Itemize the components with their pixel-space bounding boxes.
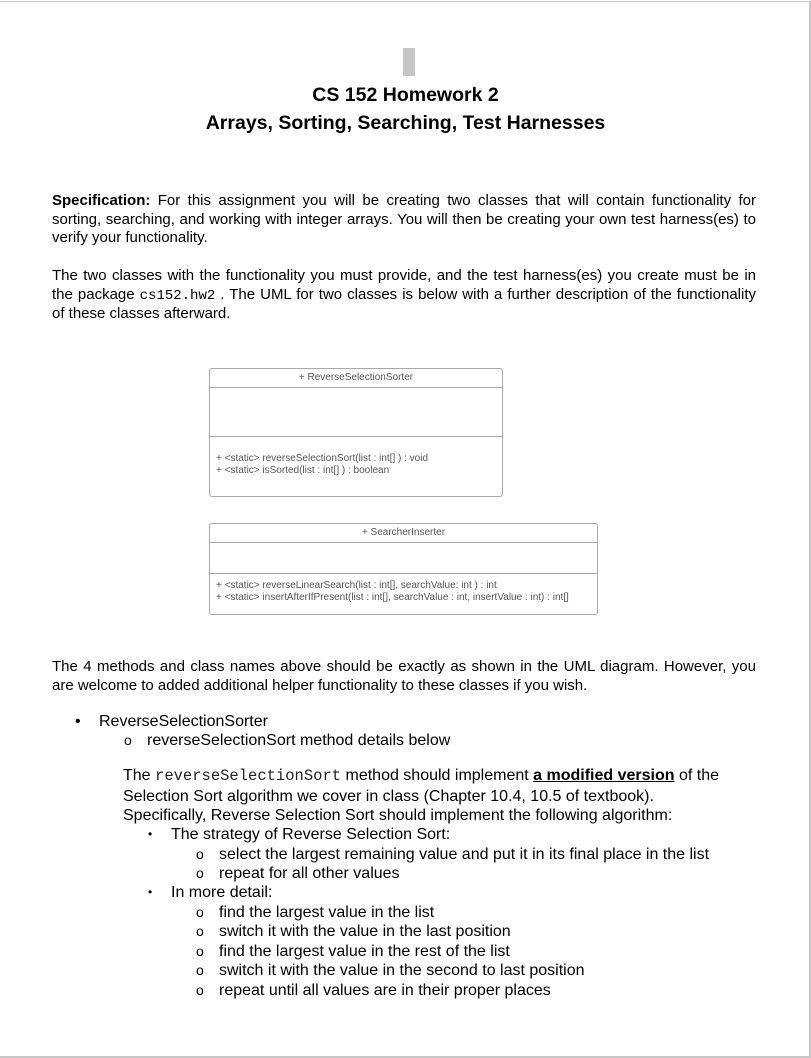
detail-item: repeat until all values are in their proper places bbox=[219, 982, 551, 999]
small-bullet-icon: • bbox=[148, 827, 153, 841]
uml-method: + <static> insertAfterIfPresent(list : int[], searchValue : int, insertValue : int) : int[] bbox=[216, 592, 569, 603]
bullet-icon: • bbox=[75, 713, 81, 730]
circle-bullet-icon: o bbox=[124, 732, 132, 748]
detail-item: switch it with the value in the second to last position bbox=[219, 962, 585, 979]
outline-item-class: ReverseSelectionSorter bbox=[99, 713, 268, 730]
strategy-item: repeat for all other values bbox=[219, 865, 400, 882]
uml-class-searcher-inserter bbox=[209, 523, 598, 615]
methods-paragraph: The 4 methods and class names above should be exactly as shown in the UML diagram. However, you are welcome to added additional helper functionality to these classes if you wish. bbox=[52, 658, 756, 694]
package-name: cs152.hw2 bbox=[139, 287, 216, 304]
uml-class-name: + ReverseSelectionSorter bbox=[210, 369, 502, 388]
specification-text: For this assignment you will be creating two classes that will contain functionality for sorting, searching, and working with integer arrays. You will then be creating your own test harness(es) to verify your functionality. bbox=[52, 192, 756, 246]
detail-item: switch it with the value in the last position bbox=[219, 923, 511, 940]
uml-methods-section bbox=[210, 437, 502, 477]
uml-method: + <static> reverseLinearSearch(list : int[], searchValue: int ) : int bbox=[216, 580, 497, 591]
detail-label: In more detail: bbox=[171, 884, 273, 901]
method-code: reverseSelectionSort bbox=[155, 767, 342, 785]
detail-intro-line2: Selection Sort algorithm we cover in class (Chapter 10.4, 10.5 of textbook). bbox=[123, 788, 654, 805]
text-cursor-block bbox=[403, 48, 415, 76]
uml-class-name: + SearcherInserter bbox=[210, 524, 597, 543]
detail-item: find the largest value in the rest of the list bbox=[219, 943, 510, 960]
strategy-label: The strategy of Reverse Selection Sort: bbox=[171, 826, 451, 843]
uml-method: + <static> reverseSelectionSort(list : int[] ) : void bbox=[216, 453, 429, 464]
document-title: CS 152 Homework 2 bbox=[312, 84, 499, 106]
uml-method: + <static> isSorted(list : int[] ) : boolean bbox=[216, 465, 390, 476]
emphasis-modified-version: a modified version bbox=[533, 767, 675, 784]
package-text-before: The two classes with the functionality you must provide, and the test harness(es) you create must be in the package bbox=[52, 267, 756, 303]
circle-bullet-icon: o bbox=[196, 904, 204, 920]
document-subtitle: Arrays, Sorting, Searching, Test Harnesses bbox=[205, 112, 606, 134]
outline-item-method: reverseSelectionSort method details below bbox=[147, 732, 451, 749]
uml-class-reverse-selection-sorter bbox=[209, 368, 503, 497]
circle-bullet-icon: o bbox=[196, 943, 204, 959]
circle-bullet-icon: o bbox=[196, 982, 204, 998]
circle-bullet-icon: o bbox=[196, 846, 204, 862]
detail-item: find the largest value in the list bbox=[219, 904, 435, 921]
specification-label: Specification: bbox=[52, 192, 151, 209]
uml-attributes-section bbox=[210, 543, 597, 574]
package-paragraph bbox=[52, 267, 756, 324]
circle-bullet-icon: o bbox=[196, 962, 204, 978]
detail-intro-line3: Specifically, Reverse Selection Sort should implement the following algorithm: bbox=[123, 807, 673, 824]
detail-intro-line1: The reverseSelectionSort method should implement a modified version of the bbox=[123, 767, 720, 785]
circle-bullet-icon: o bbox=[196, 923, 204, 939]
specification-paragraph bbox=[52, 192, 756, 248]
uml-methods-section bbox=[210, 574, 597, 604]
uml-attributes-section bbox=[210, 388, 502, 437]
strategy-item: select the largest remaining value and put it in its final place in the list bbox=[219, 846, 710, 863]
small-bullet-icon: • bbox=[148, 885, 153, 899]
package-text-after: . The UML for two classes is below with a further description of the functionality of these classes afterward. bbox=[52, 285, 756, 322]
circle-bullet-icon: o bbox=[196, 865, 204, 881]
